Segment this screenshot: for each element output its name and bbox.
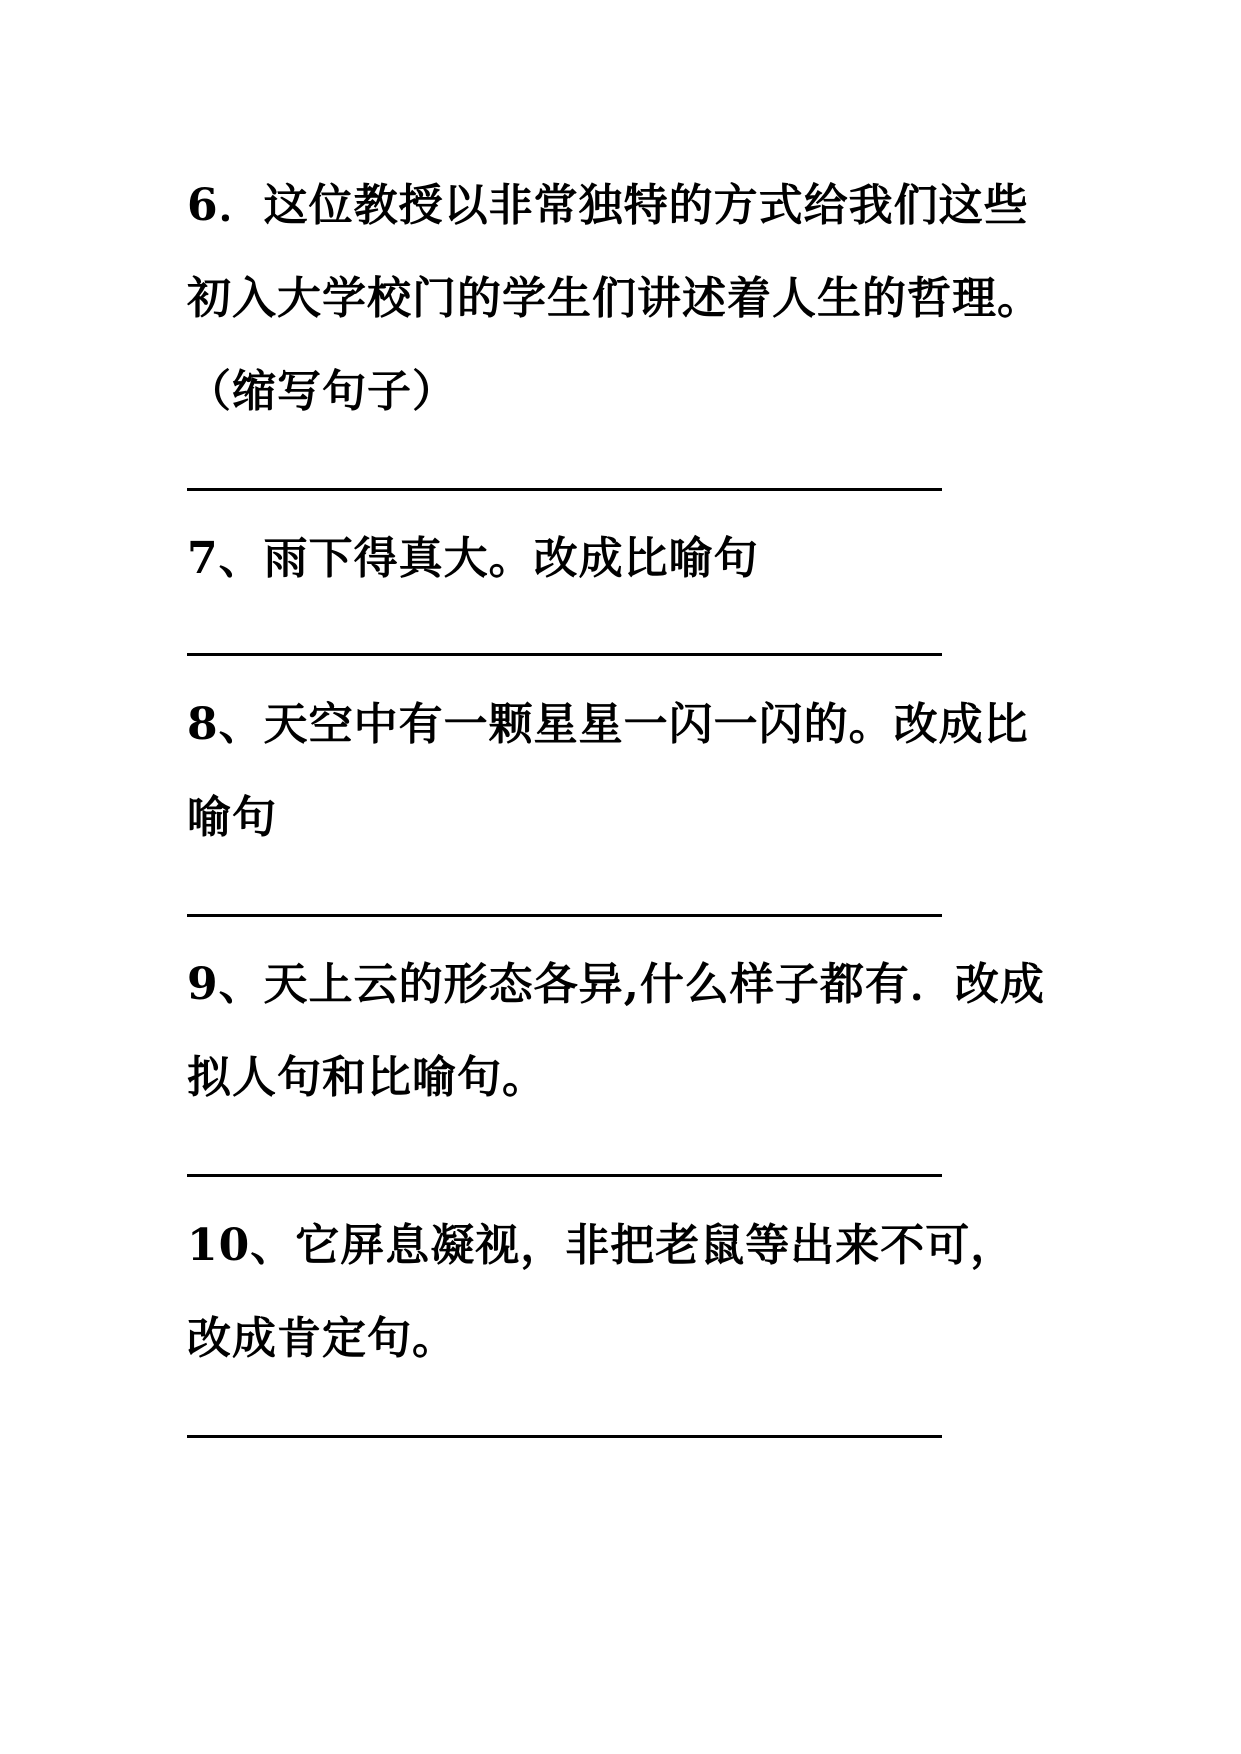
question-10-line-1: 10、它屏息凝视，非把老鼠等出来不可， [187, 1220, 1016, 1271]
answer-blank-9[interactable] [187, 1174, 942, 1177]
answer-blank-10[interactable] [187, 1435, 942, 1438]
question-6-line-2: 初入大学校门的学生们讲述着人生的哲理。 [187, 273, 1042, 324]
question-9-line-1: 9、天上云的形态各异,什么样子都有．改成 [187, 959, 1045, 1010]
question-8-line-2: 喻句 [187, 792, 277, 843]
question-6-line-1: 6．这位教授以非常独特的方式给我们这些 [187, 180, 1029, 231]
answer-blank-6[interactable] [187, 488, 942, 491]
question-7-line-1: 7、雨下得真大。改成比喻句 [187, 533, 759, 584]
question-9-line-2: 拟人句和比喻句。 [187, 1052, 547, 1103]
question-8-line-1: 8、天空中有一颗星星一闪一闪的。改成比 [187, 699, 1029, 750]
question-10-line-2: 改成肯定句。 [187, 1313, 457, 1364]
answer-blank-7[interactable] [187, 653, 942, 656]
answer-blank-8[interactable] [187, 914, 942, 917]
question-6-line-3: （缩写句子） [187, 366, 457, 417]
